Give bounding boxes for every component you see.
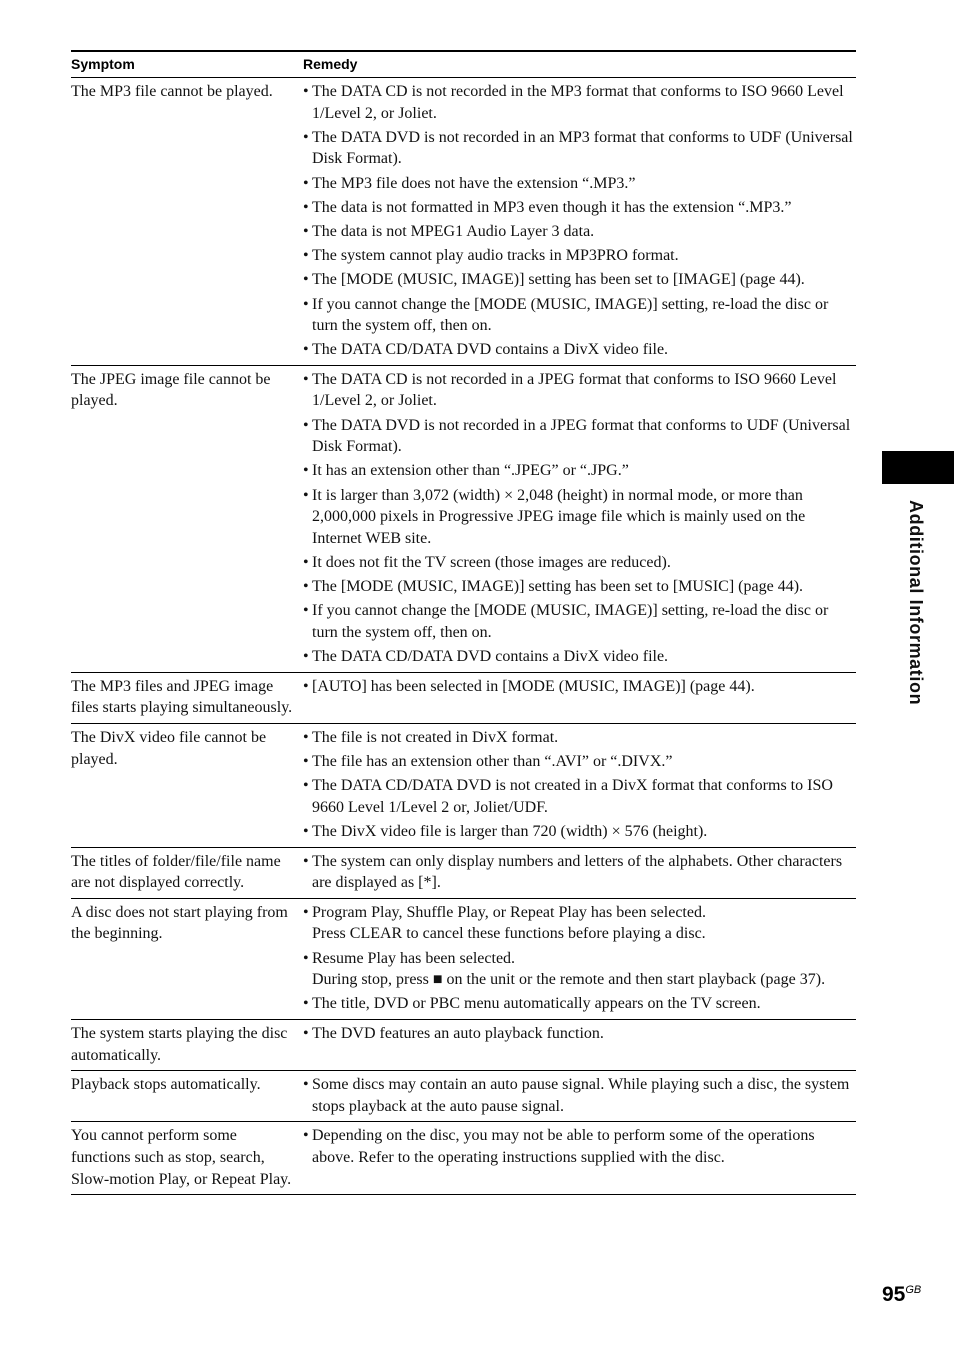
remedy-item: [303, 576, 856, 598]
remedy-item: [303, 415, 856, 458]
remedy-item: [303, 173, 856, 195]
remedy-text: • The DATA CD/DATA DVD is not created in a DivX format that conforms to ISO 9660 Level 1/Level 2 or, Joliet/UDF.: [312, 777, 833, 816]
remedy-item: [303, 600, 856, 643]
remedy-text: • It is larger than 3,072 (width) × 2,048 (height) in normal mode, or more than 2,000,000 pixels in Progressive JPEG image file which is mainly used on the Internet WEB site.: [312, 486, 806, 547]
remedy-text: • The file is not created in DivX format.: [312, 728, 559, 746]
remedy-text: During stop, press ■ on the unit or the remote and then start playback (page 37).: [312, 971, 826, 989]
symptom-cell: Playback stops automatically.: [71, 1071, 303, 1122]
remedy-text: • The [MODE (MUSIC, IMAGE)] setting has been set to [MUSIC] (page 44).: [312, 578, 804, 596]
remedy-cell: [303, 1122, 856, 1195]
remedy-cell: [303, 78, 856, 366]
remedy-item: [303, 851, 856, 894]
remedy-text: • The DivX video file is larger than 720 (width) × 576 (height).: [312, 823, 708, 841]
symptom-cell: The MP3 file cannot be played.: [71, 78, 303, 366]
remedy-text: • The DATA DVD is not recorded in a JPEG format that conforms to UDF (Universal Disk Format).: [312, 416, 851, 456]
remedy-cell: [303, 365, 856, 672]
remedy-text: • The DVD features an auto playback function.: [312, 1025, 604, 1043]
remedy-text: • The DATA CD is not recorded in a JPEG format that conforms to ISO 9660 Level 1/Level 2, or Joliet.: [312, 370, 837, 410]
table-row: [71, 365, 856, 672]
remedy-list: [303, 369, 856, 668]
remedy-cell: [303, 847, 856, 898]
remedy-item: [303, 127, 856, 170]
symptom-cell: The titles of folder/file/file name are not displayed correctly.: [71, 847, 303, 898]
remedy-cell: [303, 672, 856, 723]
table-row: [71, 723, 856, 847]
remedy-text: • If you cannot change the [MODE (MUSIC, IMAGE)] setting, re-load the disc or turn the system off, then on.: [312, 602, 829, 641]
table-row: [71, 1122, 856, 1195]
remedy-item: [303, 245, 856, 267]
remedy-item: [303, 993, 856, 1015]
remedy-text: • Program Play, Shuffle Play, or Repeat Play has been selected.: [312, 903, 706, 921]
table-row: [71, 898, 856, 1019]
remedy-text: • Resume Play has been selected.: [312, 949, 516, 967]
remedy-cell: [303, 723, 856, 847]
remedy-text: • The title, DVD or PBC menu automatically appears on the TV screen.: [312, 995, 761, 1013]
remedy-list: [303, 1023, 856, 1045]
remedy-item: [303, 1125, 856, 1168]
symptom-cell: You cannot perform some functions such as stop, search, Slow-motion Play, or Repeat Play.: [71, 1122, 303, 1195]
remedy-list: [303, 851, 856, 894]
remedy-text: • The DATA CD/DATA DVD contains a DivX video file.: [312, 648, 669, 666]
remedy-item: [303, 294, 856, 337]
remedy-item: [303, 821, 856, 843]
page-number: [882, 1283, 921, 1307]
page-number-suffix: GB: [905, 1284, 922, 1296]
remedy-list: [303, 1074, 856, 1117]
remedy-item: [303, 221, 856, 243]
remedy-item: [303, 902, 856, 945]
remedy-text: • The system cannot play audio tracks in MP3PRO format.: [312, 247, 679, 265]
remedy-item: [303, 948, 856, 991]
symptom-cell: The MP3 files and JPEG image files starts playing simultaneously.: [71, 672, 303, 723]
symptom-cell: The JPEG image file cannot be played.: [71, 365, 303, 672]
section-side-label: Additional Information: [906, 500, 926, 706]
remedy-text: • It has an extension other than “.JPEG” or “.JPG.”: [312, 462, 629, 480]
remedy-item: [303, 1074, 856, 1117]
remedy-item: [303, 269, 856, 291]
table-header-row: [71, 51, 856, 78]
table-row: [71, 78, 856, 366]
remedy-item: [303, 460, 856, 482]
symptom-cell: A disc does not start playing from the beginning.: [71, 898, 303, 1019]
remedy-text: • If you cannot change the [MODE (MUSIC, IMAGE)] setting, re-load the disc or turn the system off, then on.: [312, 295, 829, 335]
remedy-list: [303, 902, 856, 1015]
symptom-cell: The system starts playing the disc automatically.: [71, 1020, 303, 1071]
remedy-text: • It does not fit the TV screen (those images are reduced).: [312, 554, 671, 571]
remedy-cell: [303, 1071, 856, 1122]
remedy-text: • [AUTO] has been selected in [MODE (MUSIC, IMAGE)] (page 44).: [312, 677, 755, 695]
remedy-item: [303, 81, 856, 124]
symptom-cell: The DivX video file cannot be played.: [71, 723, 303, 847]
remedy-text: • The DATA CD is not recorded in the MP3 format that conforms to ISO 9660 Level 1/Level 2, or Joliet.: [312, 83, 844, 122]
remedy-list: [303, 1125, 856, 1168]
symptom-column-header: Symptom: [71, 51, 303, 78]
section-tab-marker: [882, 451, 954, 484]
remedy-item: [303, 727, 856, 749]
remedy-item: [303, 676, 856, 698]
remedy-text: • The file has an extension other than “.AVI” or “.DIVX.”: [312, 753, 673, 771]
remedy-item: [303, 775, 856, 818]
table-row: [71, 847, 856, 898]
remedy-text: • The DATA DVD is not recorded in an MP3 format that conforms to UDF (Universal Disk Format).: [312, 128, 853, 168]
table-row: [71, 1020, 856, 1071]
table-row: [71, 1071, 856, 1122]
remedy-item: [303, 751, 856, 773]
remedy-text: • Depending on the disc, you may not be able to perform some of the operations above. Refer to the operating instructions supplied with the disc.: [312, 1127, 815, 1166]
remedy-text: • The DATA CD/DATA DVD contains a DivX video file.: [312, 341, 669, 359]
remedy-item: [303, 1023, 856, 1045]
remedy-list: [303, 676, 856, 698]
remedy-cell: [303, 1020, 856, 1071]
remedy-text: • The data is not MPEG1 Audio Layer 3 data.: [312, 222, 595, 240]
remedy-item: [303, 646, 856, 668]
remedy-item: [303, 197, 856, 219]
remedy-item: [303, 552, 856, 574]
remedy-item: [303, 485, 856, 550]
troubleshooting-table: [71, 50, 856, 1195]
table-body: [71, 78, 856, 1195]
remedy-text: • The system can only display numbers and letters of the alphabets. Other characters are displayed as [*].: [312, 852, 843, 892]
remedy-item: [303, 339, 856, 361]
page-number-value: 95: [882, 1283, 906, 1306]
remedy-text: • Some discs may contain an auto pause signal. While playing such a disc, the system stops playback at the auto pause signal.: [312, 1076, 850, 1115]
remedy-text: • The [MODE (MUSIC, IMAGE)] setting has been set to [IMAGE] (page 44).: [312, 271, 805, 289]
remedy-text: • The data is not formatted in MP3 even though it has the extension “.MP3.”: [312, 198, 792, 216]
remedy-column-header: Remedy: [303, 51, 856, 78]
remedy-item: [303, 369, 856, 412]
remedy-cell: [303, 898, 856, 1019]
remedy-text: • The MP3 file does not have the extension “.MP3.”: [312, 174, 636, 192]
table-header: [71, 51, 856, 78]
table-row: [71, 672, 856, 723]
remedy-list: [303, 727, 856, 843]
remedy-list: [303, 81, 856, 361]
remedy-text: Press CLEAR to cancel these functions before playing a disc.: [312, 925, 706, 943]
troubleshooting-table-wrap: [71, 50, 856, 1195]
